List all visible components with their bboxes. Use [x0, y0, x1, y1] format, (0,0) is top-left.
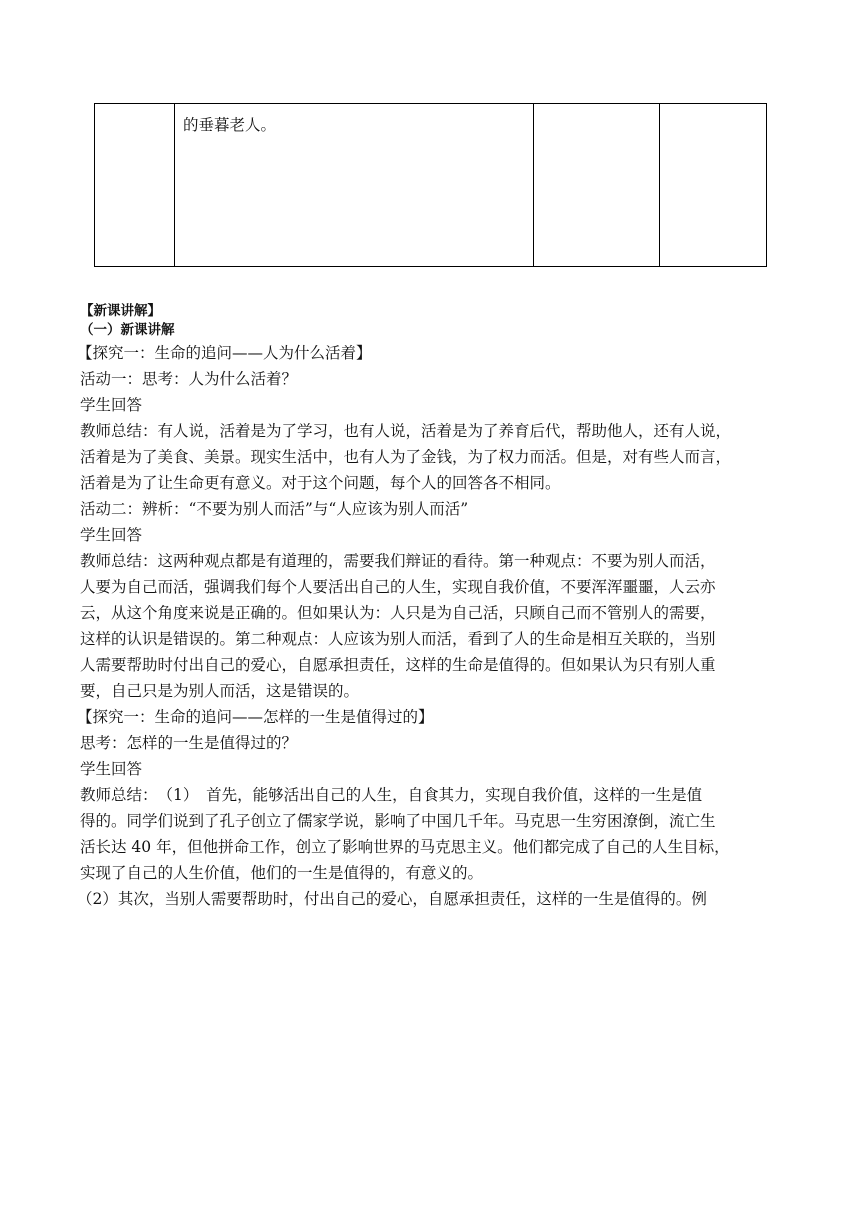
table-cell-2: 的垂暮老人。 — [175, 104, 534, 267]
answer3: 学生回答 — [80, 760, 143, 778]
table-row — [95, 104, 767, 267]
summary3-line-3: 活长达 40 年，但他拼命工作，创立了影响世界的马克思主义。他们都完成了自己的人生目标， — [80, 838, 730, 856]
summary2-line-3: 云，从这个角度来说是正确的。但如果认为：人只是为自己活，只顾自己而不管别人的需要， — [80, 604, 716, 622]
lesson-plan-table — [94, 103, 767, 267]
table-cell-4 — [660, 104, 767, 267]
summary1-line-2: 活着是为了美食、美景。现实生活中，也有人为了金钱，为了权力而活。但是，对有些人而言， — [80, 448, 732, 466]
summary2-line-5: 人需要帮助时付出自己的爱心，自愿承担责任，这样的生命是值得的。但如果认为只有别人重 — [80, 656, 716, 674]
point2-line: （2）其次，当别人需要帮助时，付出自己的爱心，自愿承担责任，这样的一生是值得的。例 — [77, 890, 707, 908]
summary1-line-1: 教师总结：有人说，活着是为了学习，也有人说，活着是为了养育后代，帮助他人，还有人说， — [80, 422, 732, 440]
summary2-line-6: 要，自己只是为别人而活，这是错误的。 — [80, 682, 360, 700]
summary3-line-1: 教师总结： （1） 首先，能够活出自己的人生，自食其力，实现自我价值，这样的一生是值 — [80, 786, 703, 804]
explore1-title: 【探究一：生命的追问——人为什么活着】 — [77, 344, 372, 362]
lesson-content — [77, 302, 784, 912]
table-cell-1 — [95, 104, 175, 267]
summary3-line-4: 实现了自己的人生价值，他们的一生是值得的，有意义的。 — [80, 864, 484, 882]
summary2-line-1: 教师总结：这两种观点都是有道理的，需要我们辩证的看待。第一种观点：不要为别人而活， — [80, 552, 716, 570]
answer2: 学生回答 — [80, 526, 143, 544]
think2: 思考：怎样的一生是值得过的？ — [80, 734, 298, 752]
explore2-title: 【探究一：生命的追问——怎样的一生是值得过的】 — [77, 708, 434, 726]
activity1: 活动一：思考：人为什么活着？ — [80, 370, 298, 388]
summary2-line-2: 人要为自己而活，强调我们每个人要活出自己的人生，实现自我价值，不要浑浑噩噩，人云亦 — [80, 578, 716, 596]
table-cell-3 — [534, 104, 660, 267]
answer1: 学生回答 — [80, 396, 143, 414]
summary3-line-2: 得的。同学们说到了孔子创立了儒家学说，影响了中国几千年。马克思一生穷困潦倒，流亡生 — [80, 812, 716, 830]
subsection-title: （一）新课讲解 — [80, 322, 175, 338]
section-title: 【新课讲解】 — [80, 303, 161, 319]
summary2-line-4: 这样的认识是错误的。第二种观点：人应该为别人而活，看到了人的生命是相互关联的，当别 — [80, 630, 716, 648]
activity2: 活动二：辨析：“不要为别人而活”与“人应该为别人而活” — [80, 500, 469, 518]
summary1-line-3: 活着是为了让生命更有意义。对于这个问题，每个人的回答各不相同。 — [80, 474, 561, 492]
